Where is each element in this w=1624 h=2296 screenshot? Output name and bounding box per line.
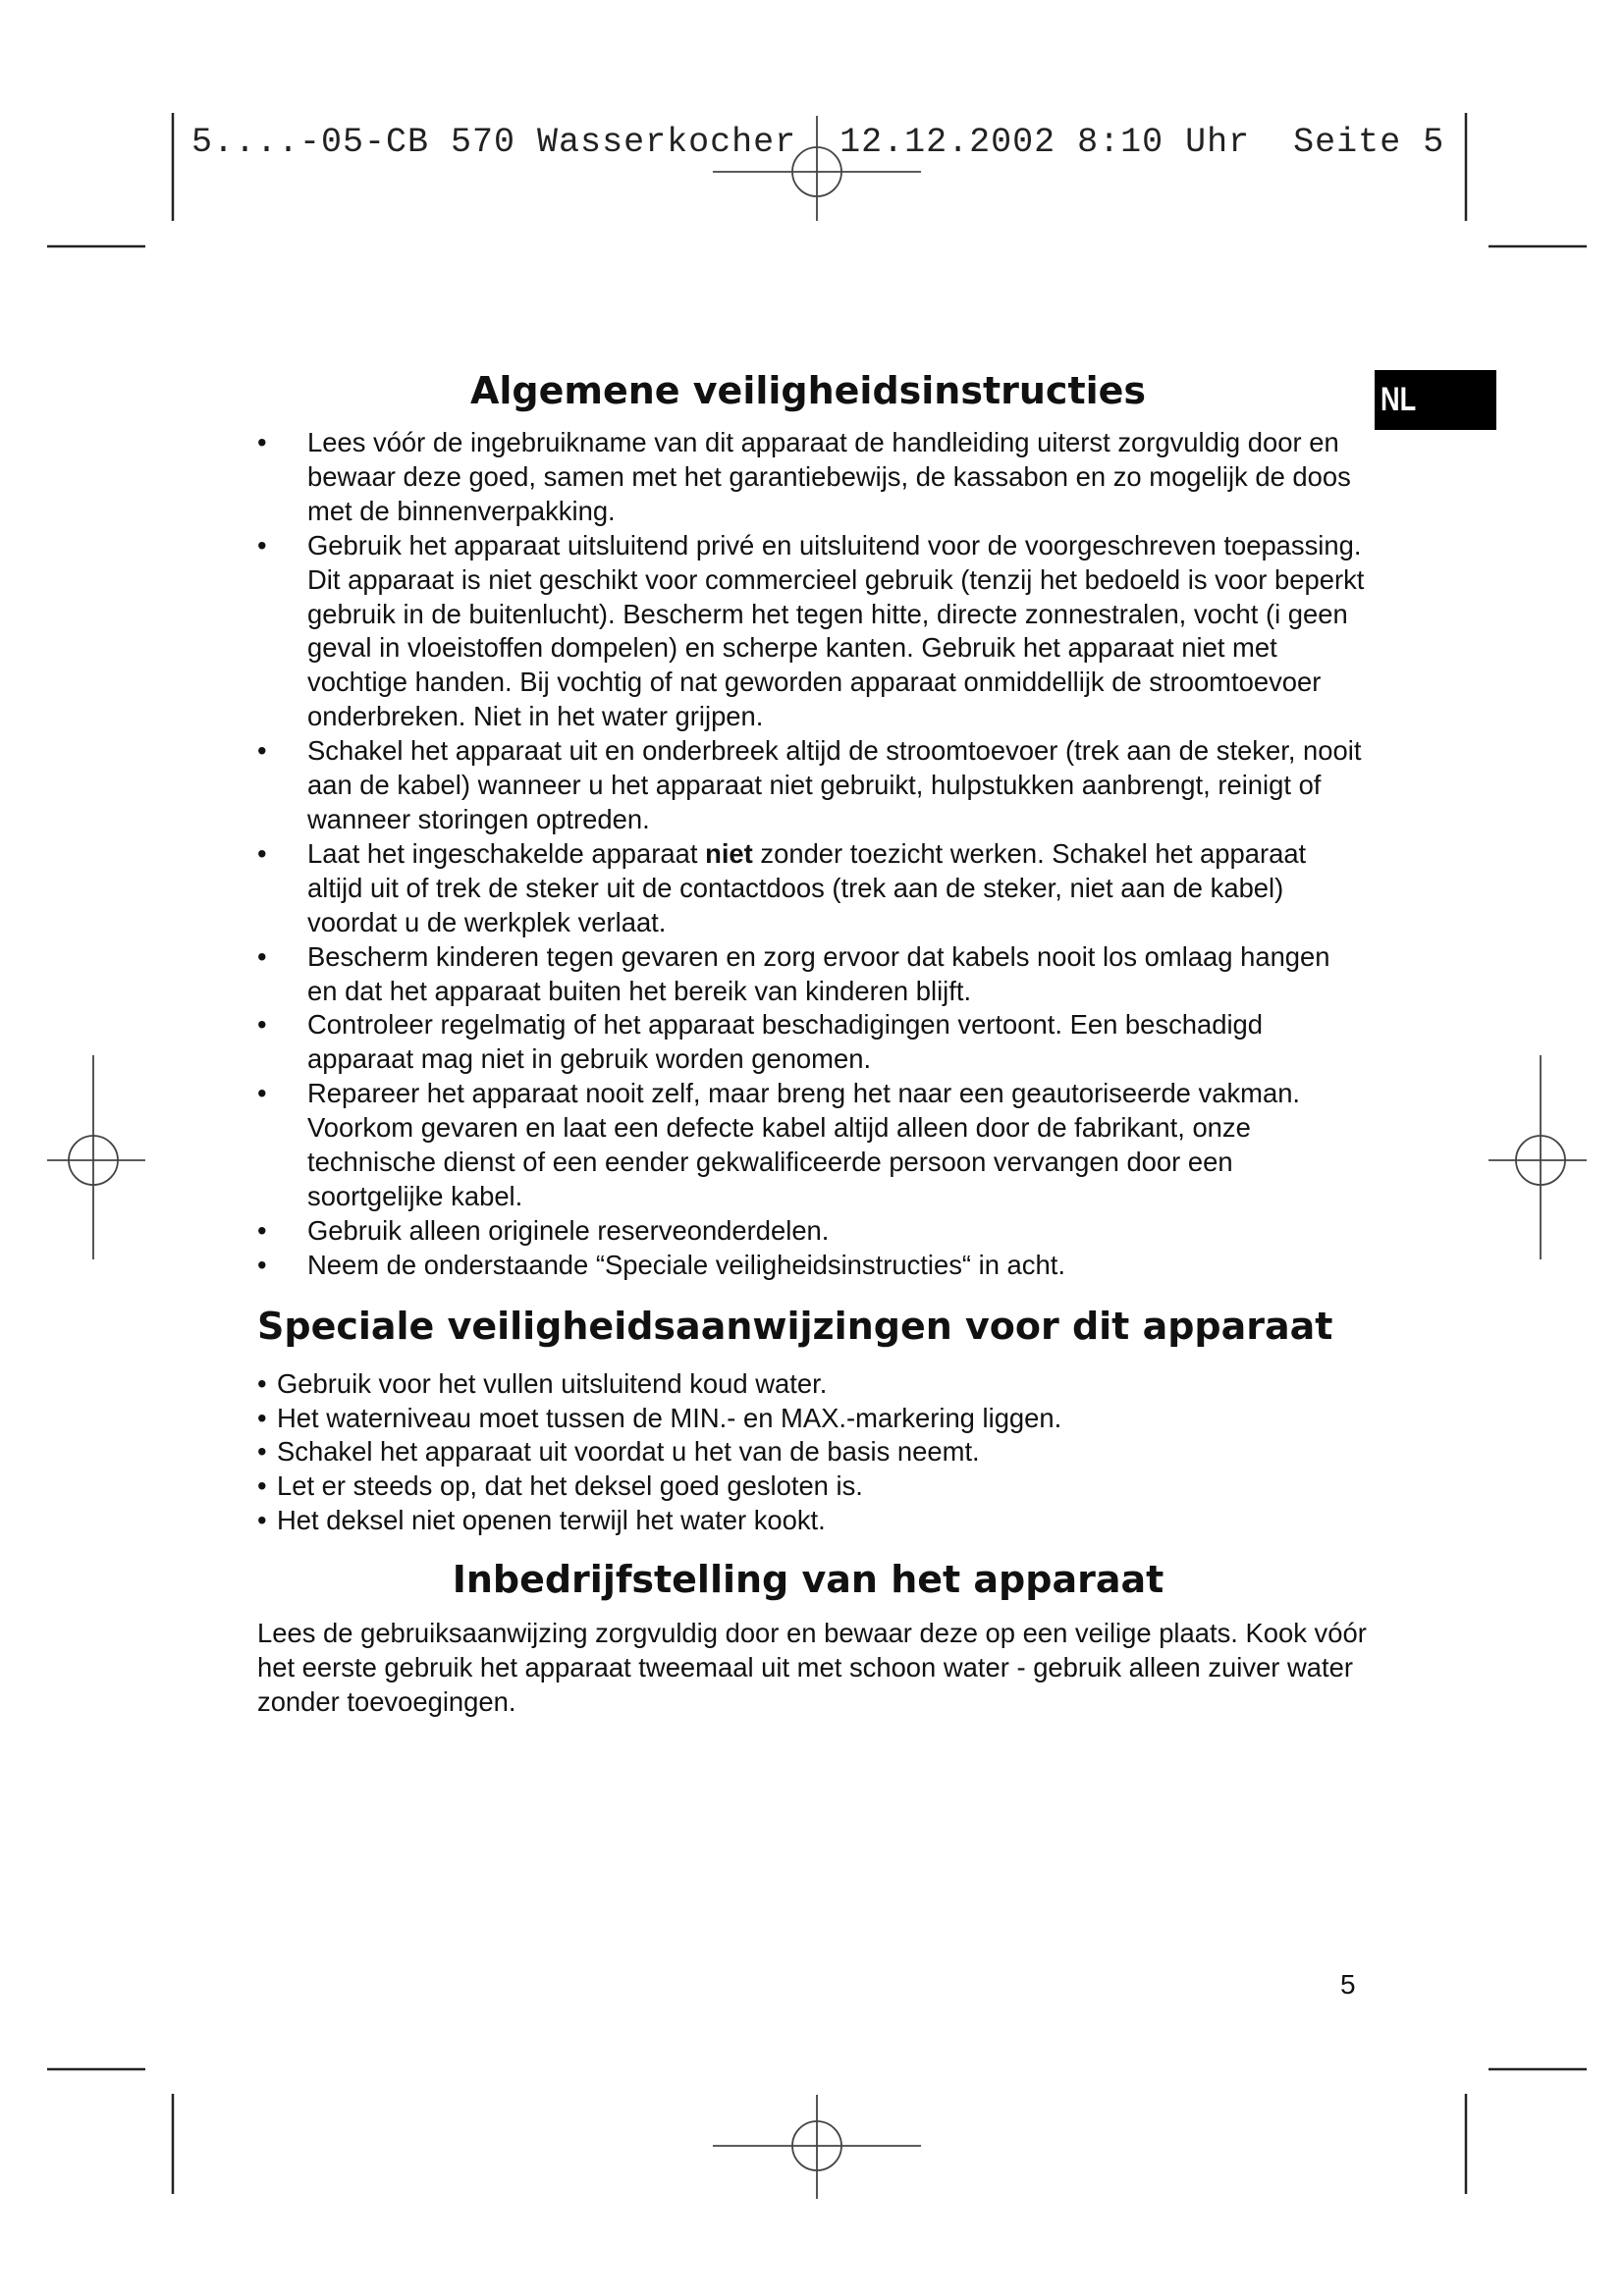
- list-item-text: Controleer regelmatig of het apparaat beschadigingen vertoont. Een beschadigd apparaat mag niet in gebruik worden genomen.: [307, 1009, 1264, 1075]
- list-item-text: Gebruik alleen originele reserveonderdelen.: [307, 1214, 830, 1246]
- list-item-text: Laat het ingeschakelde apparaat niet zonder toezicht werken. Schakel het apparaat altijd uit of trek de steker uit de contactdoos (trek aan de steker, niet aan de kabel) voordat u de werkplek verlaat.: [307, 837, 1307, 937]
- list-item: [257, 837, 1367, 940]
- print-header: 5....-05-CB 570 Wasserkocher 12.12.2002 8:10 Uhr Seite 5: [191, 123, 1445, 162]
- language-tab-label: NL: [1380, 381, 1417, 418]
- list-item-text: Bescherm kinderen tegen gevaren en zorg ervoor dat kabels nooit los omlaag hangen en dat het apparaat buiten het bereik van kinderen blijft.: [307, 940, 1330, 1006]
- list-item-text: Het deksel niet openen terwijl het water kookt.: [277, 1505, 826, 1536]
- bullet: •: [257, 1367, 267, 1399]
- list-item: [257, 1367, 1367, 1402]
- bullet: •: [257, 735, 267, 767]
- bullet: •: [257, 1214, 267, 1246]
- registration-mark-left: [47, 1055, 145, 1259]
- list-item: [257, 426, 1367, 529]
- emphasis-niet: niet: [705, 837, 753, 869]
- registration-mark-bottom: [713, 2095, 921, 2199]
- general-safety-list: [257, 426, 1367, 1283]
- list-item-text: Gebruik het apparaat uitsluitend privé en uitsluitend voor de voorgeschreven toepassing. Dit apparaat is niet geschikt voor commercieel gebruik (tenzij het bedoeld is voor beperkt gebruik in de buitenlucht). Bescherm het tegen hitte, directe zonnestralen, vocht (i geen geval in vloeistoffen dompelen) en scherpe kanten. Gebruik het apparaat niet met vochtige handen. Bij vochtig of nat geworden apparaat onmiddellijk de stroomtoevoer onderbreken. Niet in het water grijpen.: [307, 529, 1365, 732]
- bullet: •: [257, 837, 267, 869]
- bullet: •: [257, 1402, 267, 1433]
- bullet: •: [257, 1249, 267, 1280]
- bullet: •: [257, 1009, 267, 1041]
- list-item: [257, 1249, 1367, 1283]
- list-item-text: Let er steeds op, dat het deksel goed gesloten is.: [277, 1470, 863, 1502]
- bullet: •: [257, 529, 267, 561]
- section-general-title: Algemene veiligheidsinstructies: [469, 369, 1147, 412]
- page-number: 5: [1340, 1969, 1356, 2000]
- list-item-text: Lees vóór de ingebruikname van dit apparaat de handleiding uiterst zorgvuldig door en bewaar deze goed, samen met het garantiebewijs, de kassabon en zo mogelijk de doos met de binnenverpakking.: [307, 427, 1351, 526]
- list-item: [257, 529, 1367, 734]
- special-safety-list: [257, 1367, 1367, 1539]
- list-item-text: Gebruik voor het vullen uitsluitend koud water.: [277, 1367, 828, 1399]
- list-item-text: Schakel het apparaat uit en onderbreek altijd de stroomtoevoer (trek aan de steker, nooit aan de kabel) wanneer u het apparaat niet gebruikt, hulpstukken aanbrengt, reinigt of wanneer storingen optreden.: [307, 735, 1362, 834]
- section-startup-title: Inbedrijfstelling van het apparaat: [452, 1558, 1164, 1602]
- registration-mark-right: [1489, 1055, 1587, 1259]
- list-item: [257, 1469, 1367, 1504]
- bullet: •: [257, 940, 267, 972]
- list-item: [257, 1214, 1367, 1249]
- bullet: •: [257, 1436, 267, 1468]
- list-item: [257, 1008, 1367, 1077]
- list-item: [257, 1435, 1367, 1469]
- bullet: •: [257, 1078, 267, 1109]
- list-item: [257, 1504, 1367, 1538]
- list-item: [257, 1077, 1367, 1214]
- list-item: [257, 940, 1367, 1009]
- bullet: •: [257, 1470, 267, 1502]
- language-tab: [1375, 370, 1496, 430]
- registration-mark-top: [713, 116, 921, 221]
- list-item-text: Neem de onderstaande “Speciale veiligheidsinstructies“ in acht.: [307, 1249, 1065, 1280]
- page-content: [257, 353, 1367, 1720]
- section-special-title: Speciale veiligheidsaanwijzingen voor dit apparaat: [257, 1304, 1333, 1348]
- list-item: [257, 734, 1367, 837]
- list-item-text: Schakel het apparaat uit voordat u het van de basis neemt.: [277, 1436, 980, 1468]
- bullet: •: [257, 427, 267, 457]
- list-item: [257, 1402, 1367, 1436]
- list-item-text: Het waterniveau moet tussen de MIN.- en MAX.-markering liggen.: [277, 1402, 1062, 1433]
- bullet: •: [257, 1505, 267, 1536]
- section-startup-text: Lees de gebruiksaanwijzing zorgvuldig door en bewaar deze op een veilige plaats. Kook vóór het eerste gebruik het apparaat tweemaal uit met schoon water - gebruik alleen zuiver water zonder toevoegingen.: [257, 1618, 1367, 1717]
- list-item-text: Repareer het apparaat nooit zelf, maar breng het naar een geautoriseerde vakman. Voorkom gevaren en laat een defecte kabel altijd alleen door de fabrikant, onze technische dienst of een eender gekwalificeerde persoon vervangen door een soortgelijke kabel.: [307, 1078, 1301, 1211]
